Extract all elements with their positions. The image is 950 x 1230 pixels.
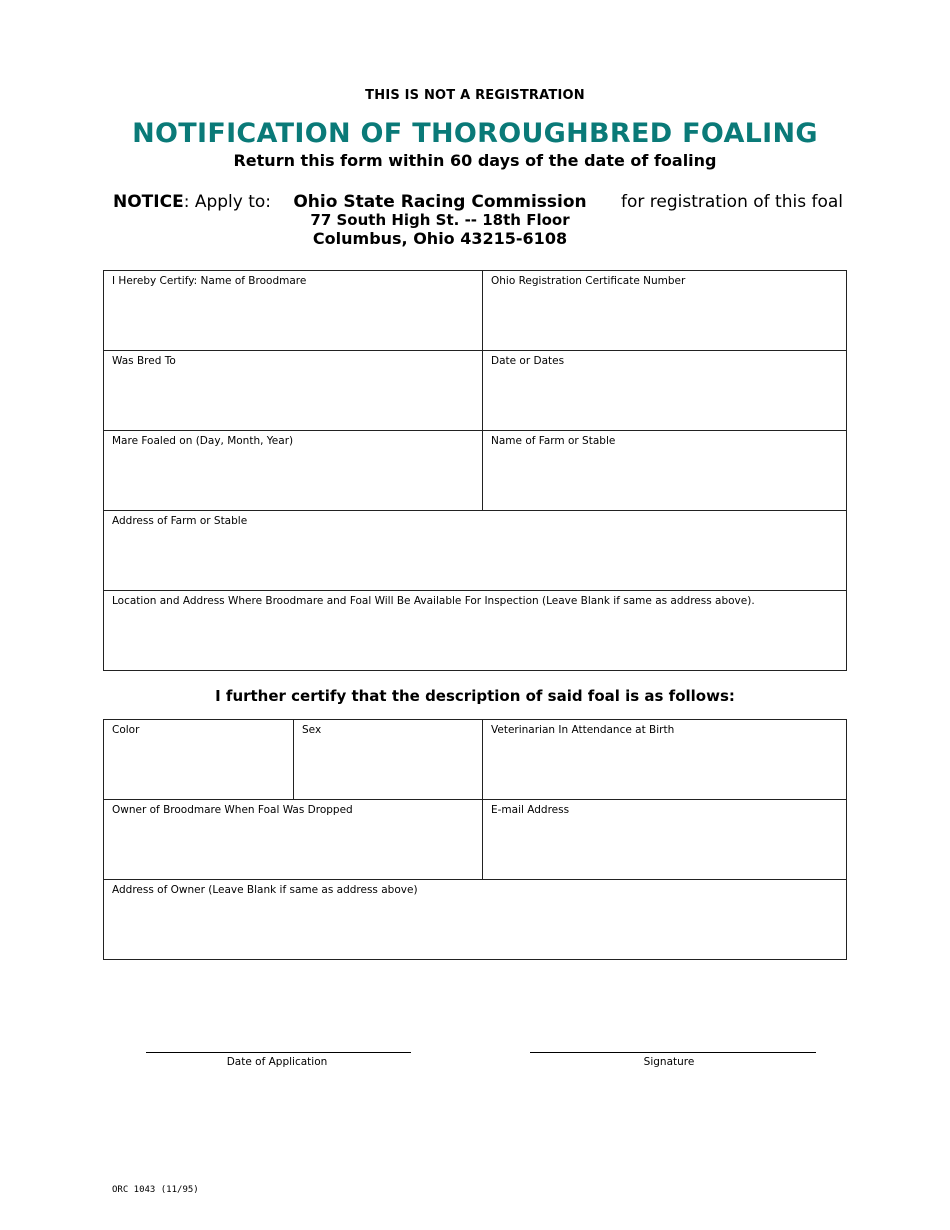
date-of-application-label: Date of Application	[226, 1056, 328, 1068]
farm-address-field[interactable]	[104, 511, 847, 591]
foal-description-table	[103, 719, 847, 960]
signature-line[interactable]	[530, 1052, 816, 1053]
notice-word: NOTICE	[113, 192, 184, 212]
owner-address-field[interactable]	[104, 880, 847, 960]
commission-city: Columbus, Ohio 43215-6108	[312, 229, 568, 248]
veterinarian-field[interactable]	[483, 720, 847, 800]
owner-address-label: Address of Owner (Leave Blank if same as address above)	[112, 884, 418, 896]
color-field[interactable]	[104, 720, 294, 800]
owner-label: Owner of Broodmare When Foal Was Dropped	[112, 804, 353, 816]
inspection-location-label: Location and Address Where Broodmare and Foal Will Be Available For Inspection (Leave Blank if same as address above).	[112, 595, 755, 607]
notice-label	[113, 192, 271, 212]
inspection-location-field[interactable]	[104, 591, 847, 671]
foal-description-heading: I further certify that the description of said foal is as follows:	[215, 687, 735, 705]
email-label: E-mail Address	[491, 804, 570, 816]
notice-apply-to: : Apply to:	[183, 192, 272, 212]
color-label: Color	[112, 724, 140, 736]
foaled-on-label: Mare Foaled on (Day, Month, Year)	[112, 435, 294, 447]
veterinarian-label: Veterinarian In Attendance at Birth	[491, 724, 675, 736]
commission-street: 77 South High St. -- 18th Floor	[310, 211, 570, 229]
not-registration-note: THIS IS NOT A REGISTRATION	[365, 88, 585, 103]
broodmare-name-field[interactable]	[104, 271, 483, 351]
broodmare-name-label: I Hereby Certify: Name of Broodmare	[112, 275, 307, 287]
form-subtitle: Return this form within 60 days of the date of foaling	[233, 151, 717, 170]
farm-address-label: Address of Farm or Stable	[112, 515, 248, 527]
breeding-dates-label: Date or Dates	[491, 355, 565, 367]
certificate-number-label: Ohio Registration Certificate Number	[491, 275, 686, 287]
sex-field[interactable]	[294, 720, 483, 800]
bred-to-field[interactable]	[104, 351, 483, 431]
registration-purpose: for registration of this foal	[621, 192, 844, 212]
form-title: NOTIFICATION OF THOROUGHBRED FOALING	[132, 118, 818, 149]
certificate-number-field[interactable]	[483, 271, 847, 351]
sex-label: Sex	[302, 724, 322, 736]
form-code: ORC 1043 (11/95)	[112, 1185, 199, 1195]
email-field[interactable]	[483, 800, 847, 880]
owner-field[interactable]	[104, 800, 483, 880]
date-signature-line[interactable]	[146, 1052, 411, 1053]
farm-name-field[interactable]	[483, 431, 847, 511]
broodmare-info-table	[103, 270, 847, 671]
commission-name: Ohio State Racing Commission	[293, 192, 587, 212]
bred-to-label: Was Bred To	[112, 355, 176, 367]
foaled-on-field[interactable]	[104, 431, 483, 511]
farm-name-label: Name of Farm or Stable	[491, 435, 616, 447]
signature-label: Signature	[643, 1056, 695, 1068]
breeding-dates-field[interactable]	[483, 351, 847, 431]
